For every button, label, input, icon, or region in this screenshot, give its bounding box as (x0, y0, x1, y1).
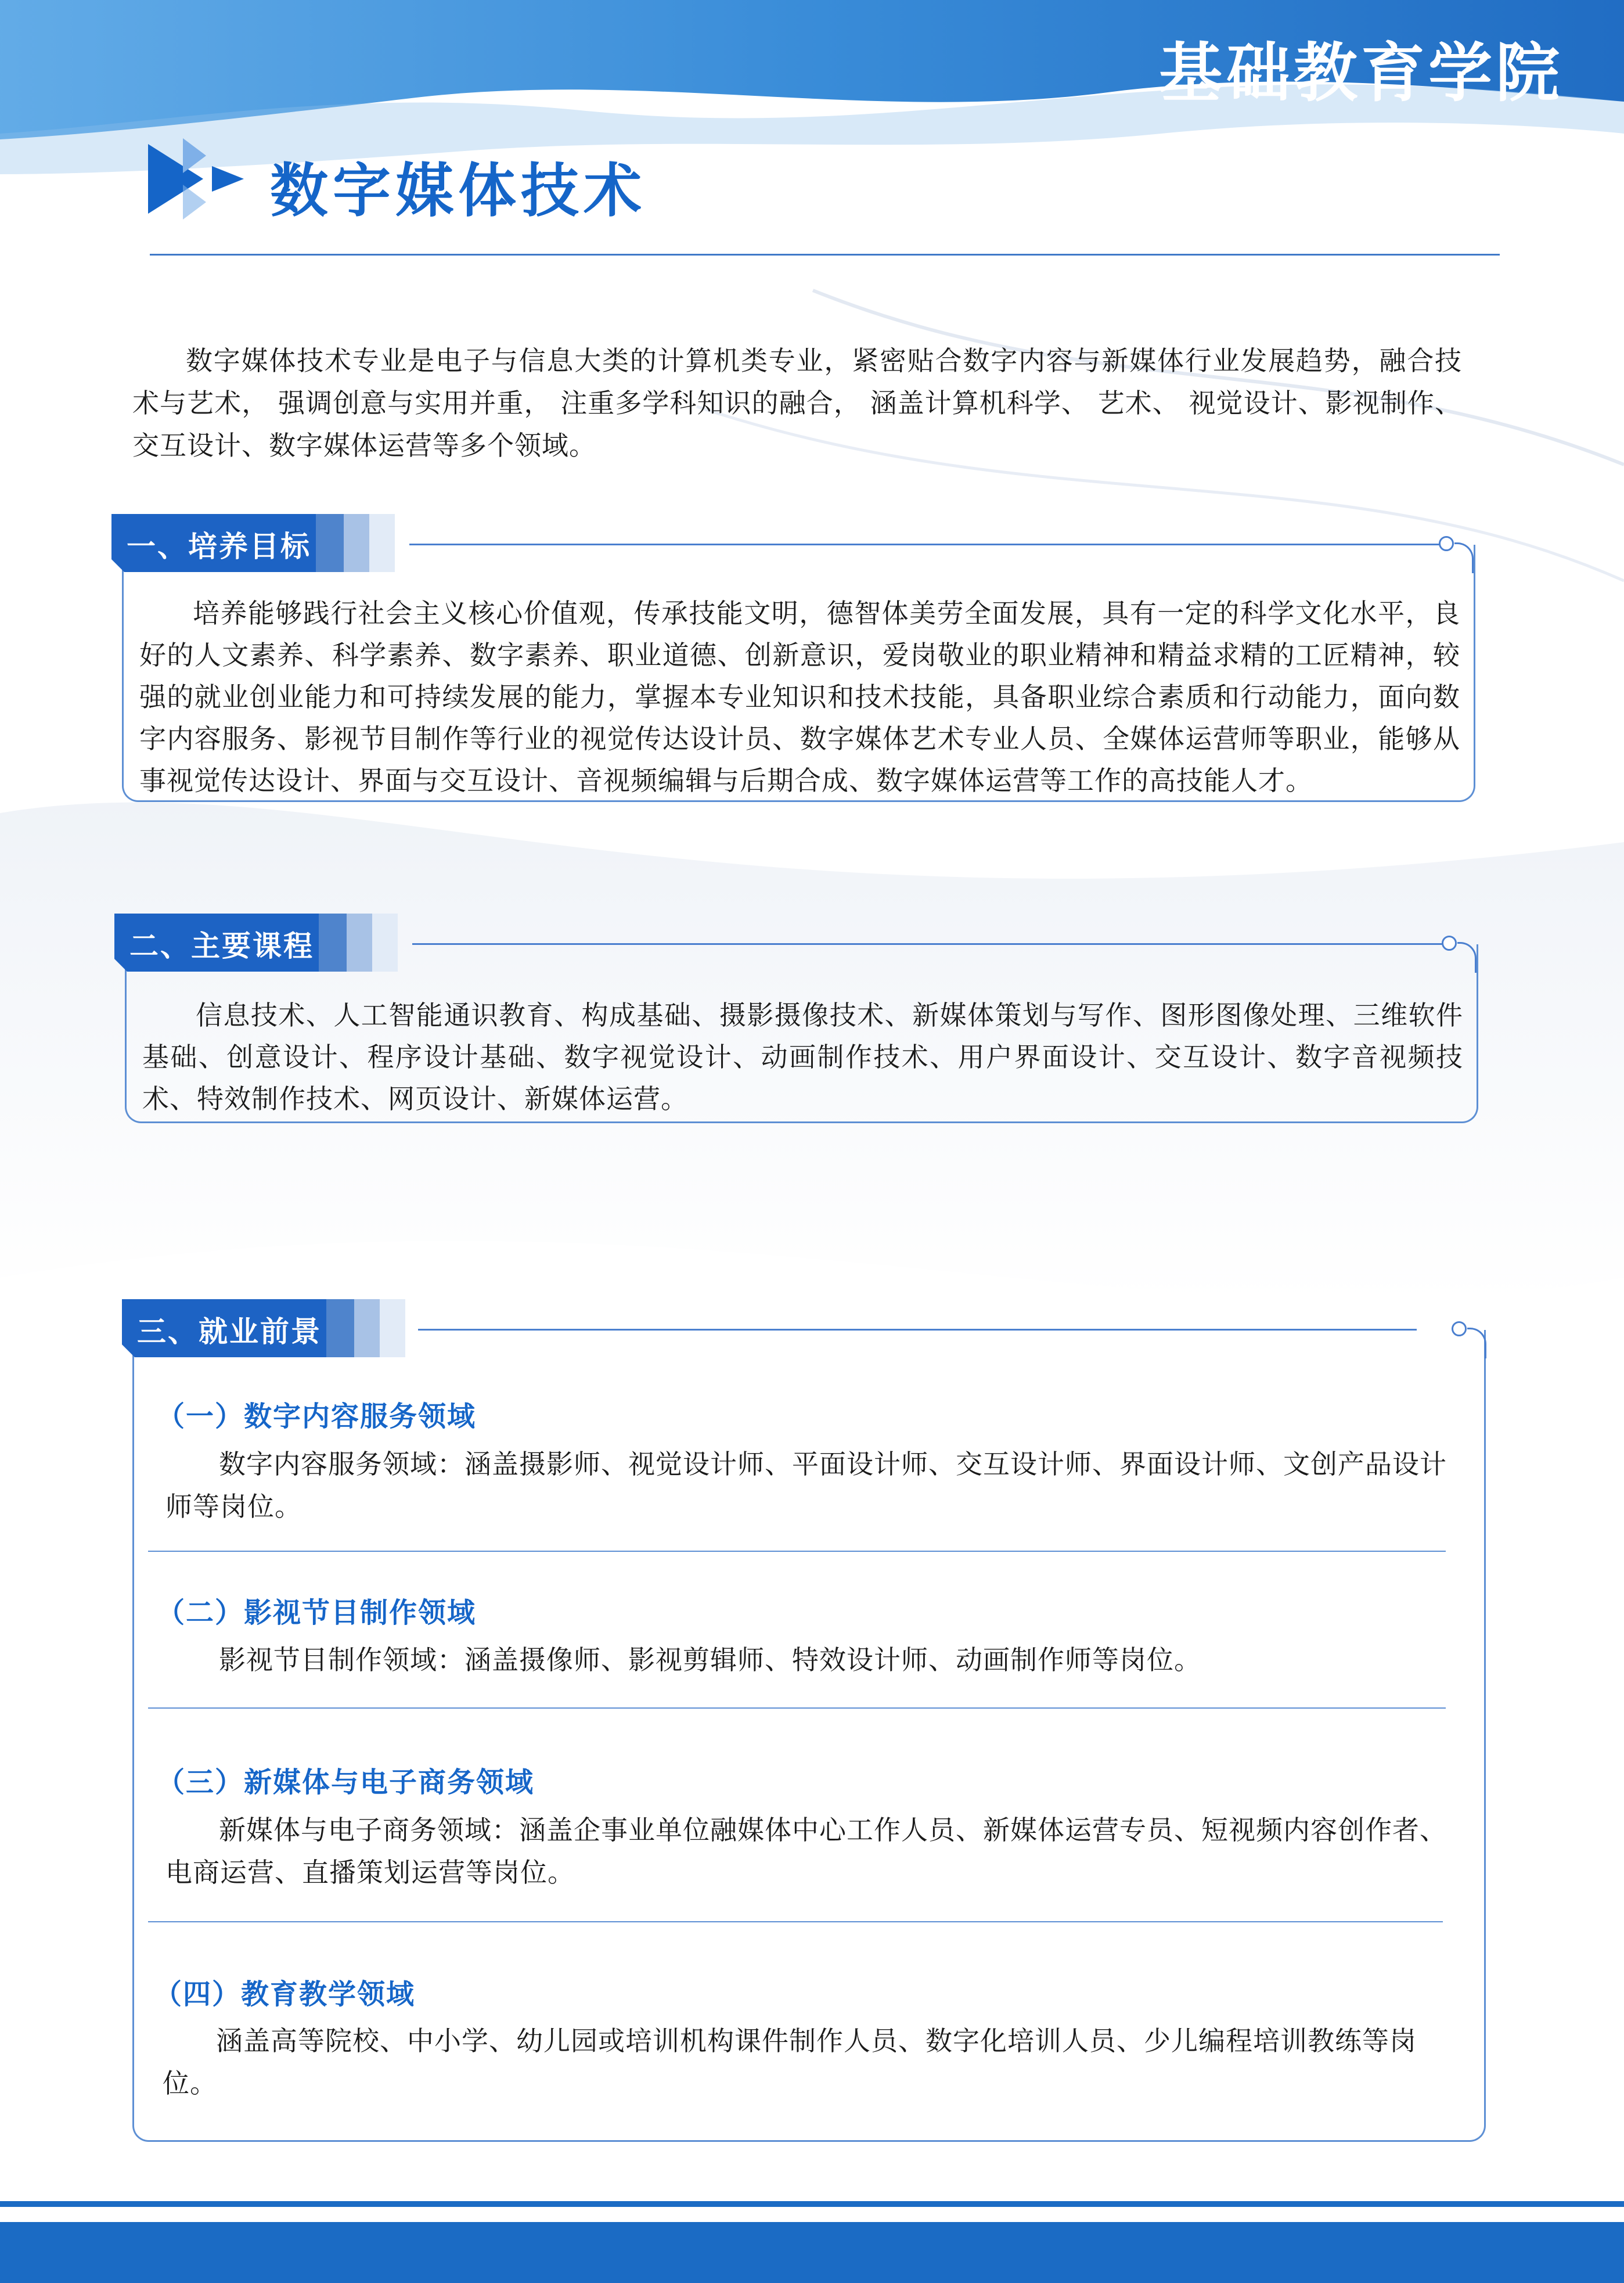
section-2-ring (1442, 936, 1457, 951)
field-divider-3 (148, 1921, 1443, 1922)
title-divider (150, 254, 1500, 256)
section-1-title: 一、培养目标 (127, 530, 311, 563)
section-1-text: 培养能够践行社会主义核心价值观，传承技能文明，德智体美劳全面发展，具有一定的科学文化水平，良好的人文素养、科学素养、数字素养、职业道德、创新意识，爱岗敬业的职业精神和精益求精的工匠精神，较强的就业创业能力和可持续发展的能力，掌握本专业知识和技术技能，具备职业综合素质和行动能力，面向数字内容服务、影视节目制作等行业的视觉传达设计员、数字媒体艺术专业人员、全媒体运营师等职业，能够从事视觉传达设计、界面与交互设计、音视频编辑与后期合成、数字媒体运营等工作的高技能人才。 (139, 598, 1460, 796)
field-3-title: （三）新媒体与电子商务领域 (157, 1766, 535, 1799)
section-3-title: 三、就业前景 (137, 1315, 322, 1349)
section-3-line (418, 1329, 1417, 1331)
field-divider-2 (148, 1707, 1446, 1709)
section-2-title: 二、主要课程 (129, 929, 314, 963)
intro-paragraph: 数字媒体技术专业是电子与信息大类的计算机类专业，紧密贴合数字内容与新媒体行业发展趋势，融合技术与艺术， 强调创意与实用并重， 注重多学科知识的融合， 涵盖计算机科学、 艺术、 视觉设计、影视制作、交互设计、数字媒体运营等多个领域。 (132, 345, 1462, 461)
section-2-line (412, 943, 1449, 945)
field-2-text: 影视节目制作领域：涵盖摄像师、影视剪辑师、特效设计师、动画制作师等岗位。 (219, 1644, 1201, 1676)
field-divider-1 (148, 1551, 1446, 1552)
section-1-line (409, 544, 1446, 545)
play-arrow-icon (148, 138, 247, 220)
section-3-ring (1452, 1321, 1467, 1336)
page-title: 数字媒体技术 (270, 157, 646, 225)
footer-bar (0, 2222, 1624, 2283)
section-1-ring (1439, 536, 1454, 551)
field-4-title: （四）教育教学领域 (154, 1978, 416, 2011)
field-1-text: 数字内容服务领域：涵盖摄影师、视觉设计师、平面设计师、交互设计师、界面设计师、文创产品设计师等岗位。 (165, 1448, 1447, 1522)
college-name: 基础教育学院 (1159, 36, 1563, 110)
field-3-text: 新媒体与电子商务领域：涵盖企事业单位融媒体中心工作人员、新媒体运营专员、短视频内容创作者、电商运营、直播策划运营等岗位。 (165, 1814, 1447, 1888)
field-1-title: （一）数字内容服务领域 (157, 1400, 477, 1433)
section-2-text: 信息技术、人工智能通识教育、构成基础、摄影摄像技术、新媒体策划与写作、图形图像处理、三维软件基础、创意设计、程序设计基础、数字视觉设计、动画制作技术、用户界面设计、交互设计、数字音视频技术、特效制作技术、网页设计、新媒体运营。 (142, 1000, 1463, 1114)
field-2-title: （二）影视节目制作领域 (157, 1597, 477, 1629)
footer-thin-bar (0, 2201, 1624, 2207)
field-4-text: 涵盖高等院校、中小学、幼儿园或培训机构课件制作人员、数字化培训人员、少儿编程培训教练等岗位。 (163, 2025, 1417, 2099)
